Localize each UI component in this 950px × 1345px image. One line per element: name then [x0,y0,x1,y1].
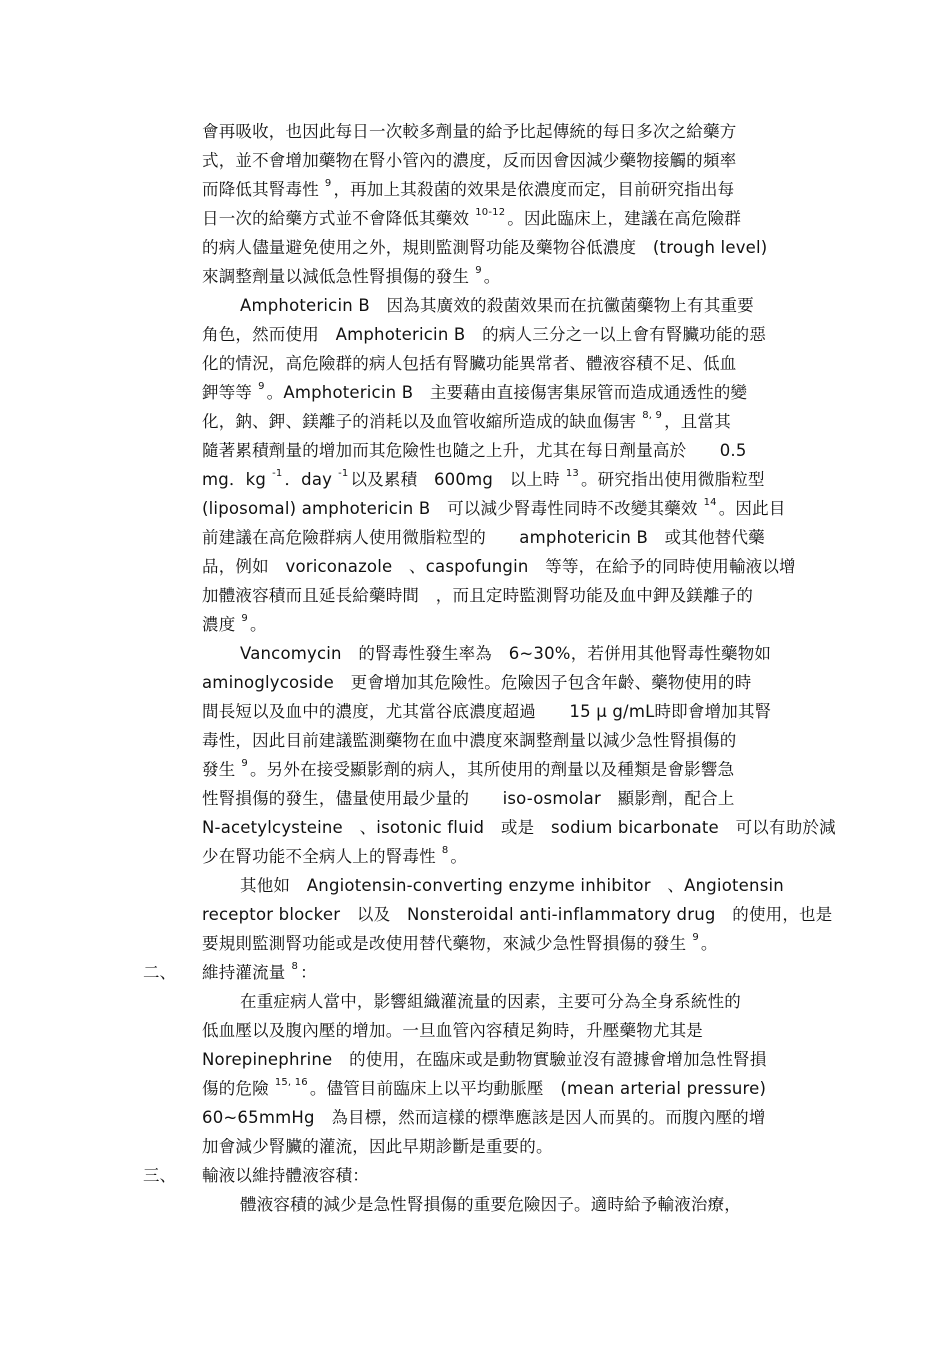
text-run: 角色，然而使用 Amphotericin B 的病人三分之一以上會有腎臟功能的惡 [202,325,767,344]
citation-superscript: 9 [692,932,699,943]
text-run: 發生 [202,760,236,779]
text-run: ： [300,963,317,982]
text-line [202,671,812,695]
text-line [202,236,812,260]
text-line [240,642,850,666]
text-run: 以及累積 600mg 以上時 [350,470,560,489]
text-line [202,787,812,811]
citation-superscript: 9 [324,178,332,189]
section-heading [202,1164,812,1188]
text-run: aminoglycoside 更會增加其危險性。危險因子包含年齡、藥物使用的時 [202,673,752,692]
text-line [240,990,850,1014]
text-run: 。 [249,615,267,634]
section-number: 三、 [143,1166,176,1185]
text-line [202,932,812,956]
citation-superscript: 13 [565,468,579,479]
text-line [202,758,812,782]
text-run: 維持灌流量 [202,963,286,982]
citation-superscript: 8 [291,961,299,972]
text-line [202,1106,812,1130]
text-line [202,410,812,434]
text-run: 來調整劑量以減低急性腎損傷的發生 [202,267,470,286]
text-run: 。研究指出使用微脂粒型 [580,470,765,489]
citation-superscript: 8 [441,845,449,856]
citation-superscript: -1 [272,468,283,479]
text-run: 。 [450,847,468,866]
citation-superscript: 9 [475,265,482,276]
text-line [202,207,812,231]
text-line [202,845,812,869]
text-run: ，且當其 [664,412,731,431]
text-run: 。 [483,267,501,286]
citation-superscript: 15, 16 [274,1077,308,1088]
citation-superscript: -1 [338,468,349,479]
text-run: Vancomycin 的腎毒性發生率為 6~30%，若併用其他腎毒性藥物如 [240,644,772,663]
text-line [202,729,812,753]
text-run: ，再加上其殺菌的效果是依濃度而定，目前研究指出每 [333,180,735,199]
text-run: 濃度 [202,615,236,634]
text-run: receptor blocker 以及 Nonsteroidal anti-inflammatory drug 的使用，也是 [202,905,833,924]
text-run: 。Amphotericin B 主要藉由直接傷害集尿管而造成通透性的變 [266,383,748,402]
text-line [202,526,812,550]
text-line [240,1193,850,1217]
text-line [202,439,812,463]
text-run: 。另外在接受顯影劑的病人，其所使用的劑量以及種類是會影響急 [249,760,735,779]
text-run: 在重症病人當中，影響組織灌流量的因素，主要可分為全身系統性的 [240,992,741,1011]
text-line [202,120,812,144]
text-run: 其他如 Angiotensin-converting enzyme inhibitor 、Angiotensin [240,876,784,895]
text-line [202,613,812,637]
text-run: 體液容積的減少是急性腎損傷的重要危險因子。適時給予輸液治療， [240,1195,741,1214]
text-run: 會再吸收，也因此每日一次較多劑量的給予比起傳統的每日多次之給藥方 [202,122,737,141]
text-run: 要規則監測腎功能或是改使用替代藥物，來減少急性腎損傷的發生 [202,934,687,953]
text-run: 加體液容積而且延長給藥時間 ，而且定時監測腎功能及血中鉀及鎂離子的 [202,586,754,605]
text-run: 品，例如 voriconazole 、caspofungin 等等，在給予的同時使用輸液以增 [202,557,796,576]
text-run: 前建議在高危險群病人使用微脂粒型的 amphotericin B 或其他替代藥 [202,528,765,547]
text-run: 。因此目 [718,499,786,518]
text-run: 日一次的給藥方式並不會降低其藥效 [202,209,470,228]
text-line [202,903,833,927]
text-line [202,555,812,579]
text-run: Amphotericin B 因為其廣效的殺菌效果而在抗黴菌藥物上有其重要 [240,296,754,315]
text-line [202,323,812,347]
text-line [202,381,812,405]
text-run: 加會減少腎臟的灌流，因此早期診斷是重要的。 [202,1137,553,1156]
text-run: 隨著累積劑量的增加而其危險性也隨之上升，尤其在每日劑量高於 0.5 [202,441,747,460]
text-run: 間長短以及血中的濃度，尤其當谷底濃度超過 15 μ g/mL時即會增加其腎 [202,702,772,721]
text-line [202,1077,812,1101]
text-run: Norepinephrine 的使用，在臨床或是動物實驗並沒有證據會增加急性腎損 [202,1050,767,1069]
text-run: 。儘管目前臨床上以平均動脈壓 (mean arterial pressure) [309,1079,767,1098]
text-run: 而降低其腎毒性 [202,180,319,199]
text-run: 的病人儘量避免使用之外，規則監測腎功能及藥物谷低濃度 (trough level) [202,238,768,257]
text-line [202,1019,812,1043]
text-run: 少在腎功能不全病人上的腎毒性 [202,847,436,866]
text-run: mg．kg [202,470,267,489]
text-run: N-acetylcysteine 、isotonic fluid 或是 sodium bicarbonate 可以有助於減 [202,818,836,837]
citation-superscript: 8, 9 [642,410,663,421]
text-run: 化的情況，高危險群的病人包括有腎臟功能異常者、體液容積不足、低血 [202,354,737,373]
text-line [202,1048,812,1072]
text-run: 化，鈉、鉀、鎂離子的消耗以及血管收縮所造成的缺血傷害 [202,412,637,431]
text-run: 性腎損傷的發生，儘量使用最少量的 iso-osmolar 顯影劑，配合上 [202,789,735,808]
text-run: (liposomal) amphotericin B 可以減少腎毒性同時不改變其藥效 [202,499,698,518]
text-run: 。因此臨床上，建議在高危險群 [507,209,742,228]
section-number: 二、 [143,963,176,982]
text-line [202,584,812,608]
citation-superscript: 14 [703,497,717,508]
text-line [240,874,850,898]
citation-superscript: 9 [241,613,248,624]
text-run: 鉀等等 [202,383,253,402]
text-line [202,352,812,376]
text-line [202,816,836,840]
citation-superscript: 10-12 [475,207,506,218]
text-run: 60~65mmHg 為目標，然而這樣的標準應該是因人而異的。而腹內壓的增 [202,1108,766,1127]
text-run: ．day [284,470,333,489]
citation-superscript: 9 [241,758,248,769]
text-line [240,294,850,318]
text-run: 式，並不會增加藥物在腎小管內的濃度，反而因會因減少藥物接觸的頻率 [202,151,737,170]
text-line [202,1135,812,1159]
text-line [202,468,812,492]
text-run: 低血壓以及腹內壓的增加。一旦血管內容積足夠時，升壓藥物尤其是 [202,1021,703,1040]
text-line [202,497,812,521]
text-run: 毒性，因此目前建議監測藥物在血中濃度來調整劑量以減少急性腎損傷的 [202,731,737,750]
text-line [202,700,812,724]
citation-superscript: 9 [258,381,265,392]
section-heading [202,961,812,985]
text-run: 。 [700,934,718,953]
text-run: 傷的危險 [202,1079,269,1098]
text-line [202,178,812,202]
text-line [202,149,812,173]
text-line [202,265,812,289]
text-run: 輸液以維持體液容積： [202,1166,369,1185]
